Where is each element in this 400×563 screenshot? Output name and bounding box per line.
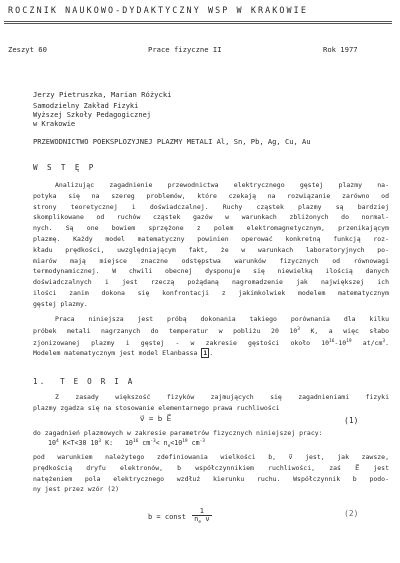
journal-header: ROCZNIK NAUKOWO-DYDAKTYCZNY WSP W KRAKOWIE [8,5,308,15]
text-line: plazmę. Każdy model matematyczny powinien operować konkretną funkcją roz- [33,234,389,243]
text-line: plazmy zgadza się na stosowanie elementarnego prawa ruchliwości [33,403,280,412]
section-heading-theory: 1. T E O R I A [33,377,135,386]
text-line: zjonizowanej plazmy i gęstej - w zakresie gęstości około $10^{16}-10^{19}$ $at/cm^3$. [33,338,390,347]
text-line: ny jest przez wzór (2) [33,485,120,494]
year-label: Rok 1977 [323,45,358,54]
equation-2-number: (2) [344,509,359,518]
theory-paragraph-1 [33,392,389,414]
equation-1-number: (1) [344,416,359,425]
text-line: termodynamicznej. W chwili obecnej dysponuje się niewielką ilością danych [33,267,389,276]
text-line: doświadczalnych i jest rzeczą pożądaną nagromadzenie jak największej ich [33,278,389,287]
text-line: do zagadnień plazmowych w zakresie parametrów fizycznych niniejszej pracy: [33,429,323,437]
citation-reference: 1 [203,349,208,358]
text-line: Praca niniejsza jest próbą dokonania takiego porównania dla kilku [55,315,389,323]
text-line: próbek metali nagrzanych do temperatur w pobliżu 20 $10^3$ K, a więc słabo [33,326,389,335]
institution-line: Wyższej Szkoły Pedagogicznej [33,111,152,119]
section-heading-intro: W S T Ę P [33,163,96,172]
header-rule-top [4,21,392,22]
parameter-ranges: $10^4$ K<T<30 $10^3$ K: $10^{16}$ $cm^{-3}< n_e<10^{19}$ $cm^{-3}$ [48,439,205,449]
text-line: Z zasady większość fizyków zajmujących się zagadnieniami fizyki [55,393,389,401]
intro-paragraph-2 [33,314,389,359]
text-line: gęstej plazmy. [33,299,88,308]
institution-line: w Krakowie [33,120,76,128]
theory-paragraph-3 [33,452,389,495]
institution-line: Samodzielny Zakład Fizyki [33,102,139,110]
text-line: natężeniem pola elektrycznego wzdłuż kierunku ruchu. Współczynnik b podo- [33,474,389,483]
institution [33,102,151,129]
text-line: Modelem matematycznym jest model Elanbassa 1 . [33,349,214,358]
text-line: nych. Są one bowiem sprzężone z polem elektromagnetycznym, przenikającym [33,224,389,233]
text-line: ilości zanim dokona się konfrontacji z jakimkolwiek modelem matematycznym [33,288,389,297]
text-line: miarów mają miejsce znaczne odstępstwa warunków fizycznych od równowagi [33,256,389,265]
header-rule-bottom [4,23,392,24]
intro-paragraph-1 [33,180,389,310]
text-line: pod warunkiem należytego zdefiniowania wielkości b, v⃗ jest, jak zawsze, [33,453,389,461]
issue-label: Zeszyt 60 [8,45,47,54]
text-line: prędkością dryfu elektronów, b współczynnikiem ruchliwości, zaś E⃗ jest [33,463,389,472]
fraction: $\frac{1}{n_e \nu}$ [194,507,210,525]
text-line: potyka się na szereg problemów, które czekają na rozwiązanie zarówno od [33,191,389,200]
equation-2: b = const $\frac{1}{n_e \nu}$ [148,507,210,525]
text-line: Analizując zagadnienie przewodnictwa elektrycznego gęstej plazmy na- [55,181,389,189]
series-label: Prace fizyczne II [148,45,222,54]
authors: Jerzy Pietruszka, Marian Różycki [33,90,172,99]
equation-1: v⃗ = b E⃗ [140,414,172,423]
text-line: kładu prędkości, uwzględniającym fakt, że w warunkach laboratoryjnych po- [33,245,389,254]
text-line: strony teoretycznej i doświadczalnej. Ruchy cząstek plazmy są bardziej [33,202,389,211]
paper-title: PRZEWODNICTWO POEKSPLOZYJNEJ PLAZMY METALI Al, Sn, Pb, Ag, Cu, Au [33,137,311,146]
theory-paragraph-2 [33,428,389,439]
text-line: skomplikowane od ruchów cząstek gazów w warunkach zbliżonych do normal- [33,213,389,222]
